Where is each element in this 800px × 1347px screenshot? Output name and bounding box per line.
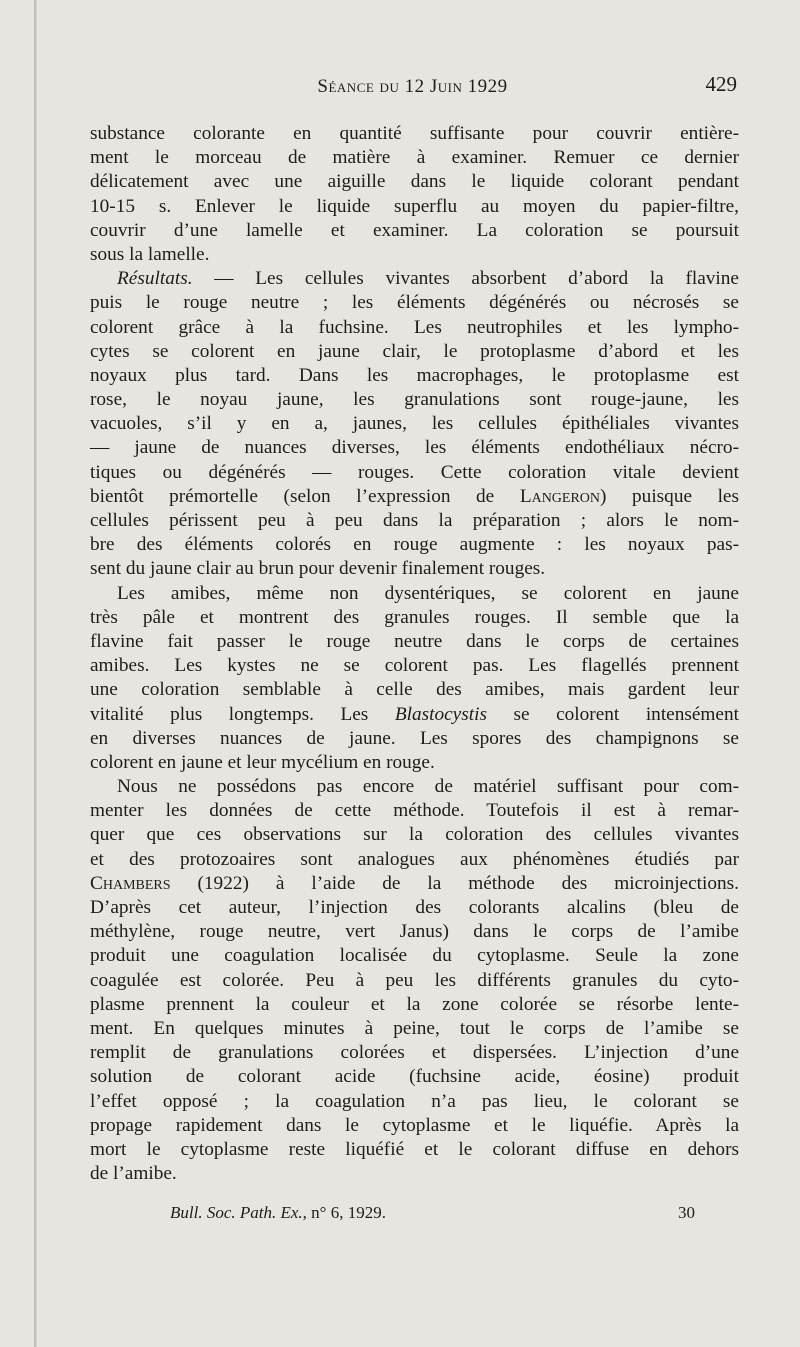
text-line: bre des éléments colorés en rouge augmente : les noyaux pas- — [90, 534, 739, 556]
text-fragment: bientôt prémortelle (selon l’expression de — [90, 485, 520, 507]
running-title: Séance du 12 Juin 1929 — [317, 76, 508, 97]
author-name: Chambers — [90, 872, 171, 894]
signature-mark: 30 — [678, 1203, 695, 1222]
page-binding-edge — [34, 0, 37, 1347]
text-line: — jaune de nuances diverses, les éléments endothéliaux nécro- — [90, 437, 739, 459]
results-heading: Résultats. — [117, 268, 193, 290]
text-line: D’après cet auteur, l’injection des colorants alcalins (bleu de — [90, 897, 739, 918]
journal-title: Bull. Soc. Path. Ex., — [170, 1203, 307, 1222]
text-line: cellules périssent peu à peu dans la préparation ; alors le nom- — [90, 510, 739, 531]
text-line: Les amibes, même non dysentériques, se colorent en jaune — [117, 582, 739, 604]
issue-info: n° 6, 1929. — [306, 1203, 386, 1222]
text-line: cytes se colorent en jaune clair, le protoplasme d’abord et les — [90, 340, 739, 362]
author-name: Langeron — [519, 485, 601, 507]
text-line: solution de colorant acide (fuchsine acide, éosine) produit — [90, 1066, 739, 1088]
text-line: mort le cytoplasme reste liquéfié et le colorant diffuse en dehors — [90, 1138, 739, 1160]
text-line: quer que ces observations sur la coloration des cellules vivantes — [90, 824, 739, 846]
text-line: très pâle et montrent des granules rouges. Il semble que la — [90, 606, 739, 628]
text-line: colorent grâce à la fuchsine. Les neutrophiles et les lympho- — [90, 316, 739, 338]
text-line: méthylène, rouge neutre, vert Janus) dans le corps de l’amibe — [90, 921, 739, 943]
text-line: en diverses nuances de jaune. Les spores des champignons se — [90, 727, 739, 749]
text-line — [90, 872, 739, 896]
text-line — [90, 485, 739, 509]
text-line — [90, 267, 739, 291]
page-number: 429 — [705, 72, 737, 96]
text-fragment: ) puisque les — [600, 485, 739, 507]
text-line: noyaux plus tard. Dans les macrophages, le protoplasme est — [90, 364, 739, 386]
text-line: ment le morceau de matière à examiner. Remuer ce dernier — [90, 147, 739, 169]
text-line: menter les données de cette méthode. Toutefois il est à remar- — [90, 800, 739, 822]
text-line: Nous ne possédons pas encore de matériel suffisant pour com- — [117, 776, 739, 798]
text-fragment: (1922) à l’aide de la méthode des microinjections. — [170, 872, 739, 894]
text-line: substance colorante en quantité suffisante pour couvrir entière- — [90, 123, 739, 144]
text-line: amibes. Les kystes ne se colorent pas. Les flagellés prennent — [90, 655, 739, 677]
text-line: coagulée est colorée. Peu à peu les différents granules du cyto- — [90, 969, 739, 991]
text-line: puis le rouge neutre ; les éléments dégénérés ou nécrosés se — [90, 292, 739, 314]
text-line: vacuoles, s’il y en a, jaunes, les cellules épithéliales vivantes — [90, 413, 739, 435]
genus-name: Blastocystis — [394, 703, 487, 725]
text-fragment: vitalité plus longtemps. Les — [90, 703, 395, 725]
text-line: produit une coagulation localisée du cytoplasme. Seule la zone — [90, 945, 739, 967]
text-line: une coloration semblable à celle des amibes, mais gardent leur — [90, 679, 739, 701]
text-line: propage rapidement dans le cytoplasme et le liquéfie. Après la — [90, 1114, 739, 1136]
text-line: flavine fait passer le rouge neutre dans le corps de certaines — [90, 630, 739, 652]
text-line: rose, le noyau jaune, les granulations sont rouge-jaune, les — [90, 389, 739, 411]
text-line: remplit de granulations colorées et dispersées. L’injection d’une — [90, 1042, 739, 1064]
journal-citation — [170, 1203, 386, 1223]
text-line: ment. En quelques minutes à peine, tout le corps de l’amibe se — [90, 1017, 739, 1039]
page-footer — [90, 1203, 735, 1229]
text-line: sous la lamelle. — [90, 243, 210, 265]
running-head — [90, 70, 735, 102]
text-line: plasme prennent la couleur et la zone colorée se résorbe lente- — [90, 993, 739, 1015]
text-line: l’effet opposé ; la coagulation n’a pas lieu, le colorant se — [90, 1090, 739, 1112]
text-line: et des protozoaires sont analogues aux phénomènes étudiés par — [90, 848, 739, 870]
text-line — [90, 703, 739, 727]
text-line: de l’amibe. — [90, 1163, 177, 1185]
body-text — [90, 122, 739, 1186]
text-line: 10-15 s. Enlever le liquide superflu au moyen du papier-filtre, — [90, 195, 739, 217]
text-line: couvrir d’une lamelle et examiner. La coloration se poursuit — [90, 219, 739, 241]
text-line: sent du jaune clair au brun pour devenir finalement rouges. — [90, 558, 546, 580]
text-line: tiques ou dégénérés — rouges. Cette coloration vitale devient — [90, 461, 739, 483]
text-fragment: — Les cellules vivantes absorbent d’abord la flavine — [192, 268, 739, 290]
text-line: colorent en jaune et leur mycélium en rouge. — [90, 751, 435, 773]
text-line: délicatement avec une aiguille dans le liquide colorant pendant — [90, 171, 739, 193]
text-fragment: se colorent intensément — [486, 703, 739, 725]
